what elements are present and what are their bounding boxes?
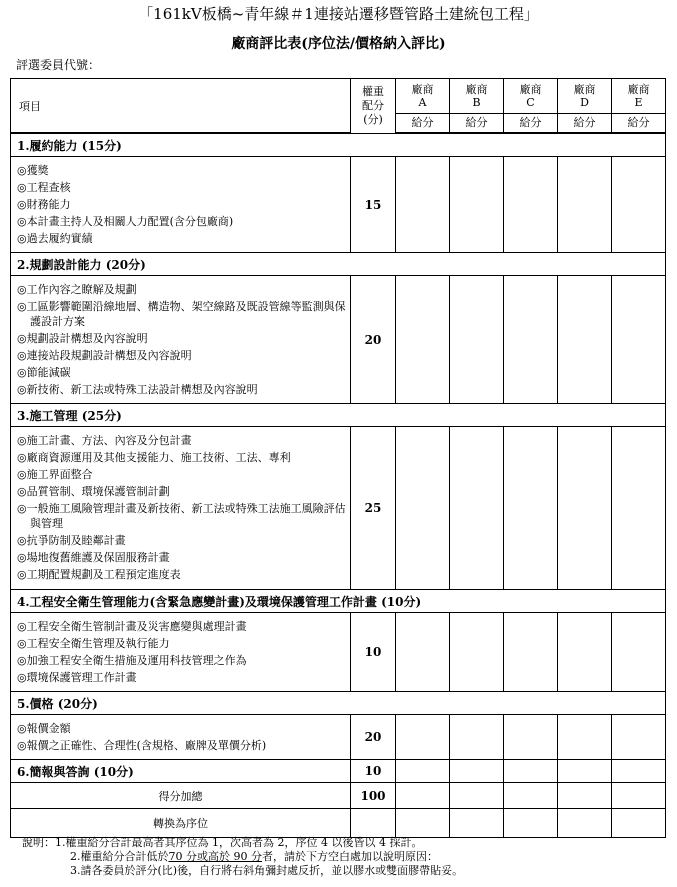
section-items: [11, 613, 351, 692]
note-2c: 者，請於下方空白處加以說明原因：: [261, 850, 438, 863]
list-item: ◎新技術、新工法或特殊工法設計構想及內容說明: [17, 383, 258, 396]
list-item: ◎連接站段規劃設計構想及內容說明: [17, 349, 192, 362]
list-item: ◎施工計畫、方法、內容及分包計畫: [17, 434, 192, 447]
score-cell[interactable]: [450, 157, 504, 253]
score-label-c: 給分: [504, 114, 558, 133]
list-item: ◎工區影響範圍沿線地層、構造物、架空線路及既設管線等監測與保護設計方案: [17, 300, 346, 328]
score-cell[interactable]: [558, 427, 612, 590]
note-2-underlined: 70 分或高於 90 分: [168, 850, 262, 863]
score-cell[interactable]: [450, 715, 504, 760]
notes-prefix: 說明：: [22, 836, 55, 849]
list-item: ◎過去履約實績: [17, 232, 93, 245]
score-cell[interactable]: [396, 613, 450, 692]
score-label-b: 給分: [450, 114, 504, 133]
rank-cell[interactable]: [396, 809, 450, 838]
weight-header: 權重 配分 (分): [351, 79, 396, 134]
note-1: 1.權重給分合計最高者其序位為 1，次高者為 2，序位 4 以後皆以 4 採計。: [55, 836, 423, 849]
rank-weight-cell: [351, 809, 396, 838]
rank-cell[interactable]: [558, 809, 612, 838]
list-item: ◎報價金額: [17, 722, 71, 735]
section-items: [11, 427, 351, 590]
section-title: 3.施工管理 (25分): [11, 404, 666, 427]
score-cell[interactable]: [396, 157, 450, 253]
score-cell[interactable]: [396, 276, 450, 404]
score-cell[interactable]: [504, 760, 558, 783]
section-items: [11, 715, 351, 760]
score-cell[interactable]: [612, 715, 666, 760]
score-cell[interactable]: [396, 715, 450, 760]
vendor-b-header: 廠商 B: [450, 79, 504, 114]
list-item: ◎工程安全衛生管理及執行能力: [17, 637, 170, 650]
score-label-d: 給分: [558, 114, 612, 133]
vendor-c-header: 廠商 C: [504, 79, 558, 114]
list-item: ◎獲獎: [17, 164, 49, 177]
score-cell[interactable]: [558, 276, 612, 404]
score-cell[interactable]: [504, 276, 558, 404]
note-2a: 2.權重給分合計低於: [70, 850, 169, 863]
score-label-a: 給分: [396, 114, 450, 133]
rank-cell[interactable]: [450, 809, 504, 838]
list-item: ◎工期配置規劃及工程預定進度表: [17, 568, 181, 581]
score-cell[interactable]: [504, 427, 558, 590]
list-item: ◎廠商資源運用及其他支援能力、施工技術、工法、專利: [17, 451, 291, 464]
committee-label: 評選委員代號：: [16, 58, 101, 72]
score-cell[interactable]: [396, 427, 450, 590]
document-subtitle: 廠商評比表(序位法/價格納入評比): [231, 36, 446, 52]
section-title: 1.履約能力 (15分): [11, 134, 666, 157]
score-cell[interactable]: [612, 427, 666, 590]
score-cell[interactable]: [612, 276, 666, 404]
list-item: ◎施工界面整合: [17, 468, 93, 481]
total-cell[interactable]: [558, 783, 612, 809]
total-cell[interactable]: [450, 783, 504, 809]
note-3: 3.請各委員於評分(比)後，自行將右斜角彌封處反折，並以膠水或雙面膠帶貼妥。: [70, 864, 464, 877]
vendor-d-header: 廠商 D: [558, 79, 612, 114]
item-header: 項目: [11, 79, 351, 133]
list-item: ◎抗爭防制及睦鄰計畫: [17, 534, 126, 547]
score-cell[interactable]: [612, 760, 666, 783]
total-cell[interactable]: [612, 783, 666, 809]
score-cell[interactable]: [504, 613, 558, 692]
list-item: ◎品質管制、環境保護管制計劃: [17, 485, 170, 498]
score-cell[interactable]: [558, 613, 612, 692]
total-cell[interactable]: [504, 783, 558, 809]
evaluation-table: [10, 78, 666, 838]
section-title: 2.規劃設計能力 (20分): [11, 253, 666, 276]
section-items: [11, 276, 351, 404]
list-item: ◎環境保護管理工作計畫: [17, 671, 137, 684]
score-cell[interactable]: [396, 760, 450, 783]
total-weight: 100: [351, 783, 396, 809]
section-weight: 20: [351, 715, 396, 760]
list-item: ◎報價之正確性、合理性(含規格、廠牌及單價分析): [17, 739, 267, 752]
score-cell[interactable]: [558, 760, 612, 783]
list-item: ◎工作內容之瞭解及規劃: [17, 283, 137, 296]
rank-cell[interactable]: [612, 809, 666, 838]
list-item: ◎場地復舊維護及保固服務計畫: [17, 551, 170, 564]
section-weight: 20: [351, 276, 396, 404]
score-cell[interactable]: [504, 715, 558, 760]
score-cell[interactable]: [450, 613, 504, 692]
section-items: [11, 157, 351, 253]
score-cell[interactable]: [612, 157, 666, 253]
rank-label: 轉換為序位: [11, 809, 351, 838]
vendor-a-header: 廠商 A: [396, 79, 450, 114]
list-item: ◎一般施工風險管理計畫及新技術、新工法或特殊工法施工風險評估與管理: [17, 502, 346, 530]
vendor-e-header: 廠商 E: [612, 79, 666, 114]
score-cell[interactable]: [450, 427, 504, 590]
total-cell[interactable]: [396, 783, 450, 809]
section-title: 4.工程安全衛生管理能力(含緊急應變計畫)及環境保護管理工作計畫 (10分): [11, 590, 666, 613]
score-cell[interactable]: [450, 276, 504, 404]
list-item: ◎加強工程安全衛生措施及運用科技管理之作為: [17, 654, 247, 667]
notes: [22, 836, 463, 878]
section-weight: 25: [351, 427, 396, 590]
section-weight: 15: [351, 157, 396, 253]
rank-cell[interactable]: [504, 809, 558, 838]
list-item: ◎工程安全衛生管制計畫及災害應變與處理計畫: [17, 620, 247, 633]
section-weight: 10: [351, 760, 396, 783]
list-item: ◎節能減碳: [17, 366, 71, 379]
score-cell[interactable]: [558, 715, 612, 760]
total-label: 得分加總: [11, 783, 351, 809]
list-item: ◎規劃設計構想及內容說明: [17, 332, 148, 345]
score-cell[interactable]: [558, 157, 612, 253]
score-cell[interactable]: [612, 613, 666, 692]
list-item: ◎本計畫主持人及相關人力配置(含分包廠商): [17, 215, 234, 228]
document-title: 「161kV板橋~青年線＃1連接站遷移暨管路土建統包工程」: [138, 5, 539, 23]
score-cell[interactable]: [450, 760, 504, 783]
list-item: ◎財務能力: [17, 198, 71, 211]
score-label-e: 給分: [612, 114, 666, 133]
list-item: ◎工程查核: [17, 181, 71, 194]
section-weight: 10: [351, 613, 396, 692]
score-cell[interactable]: [504, 157, 558, 253]
section-title: 5.價格 (20分): [11, 692, 666, 715]
section-title: 6.簡報與答詢 (10分): [11, 760, 351, 783]
